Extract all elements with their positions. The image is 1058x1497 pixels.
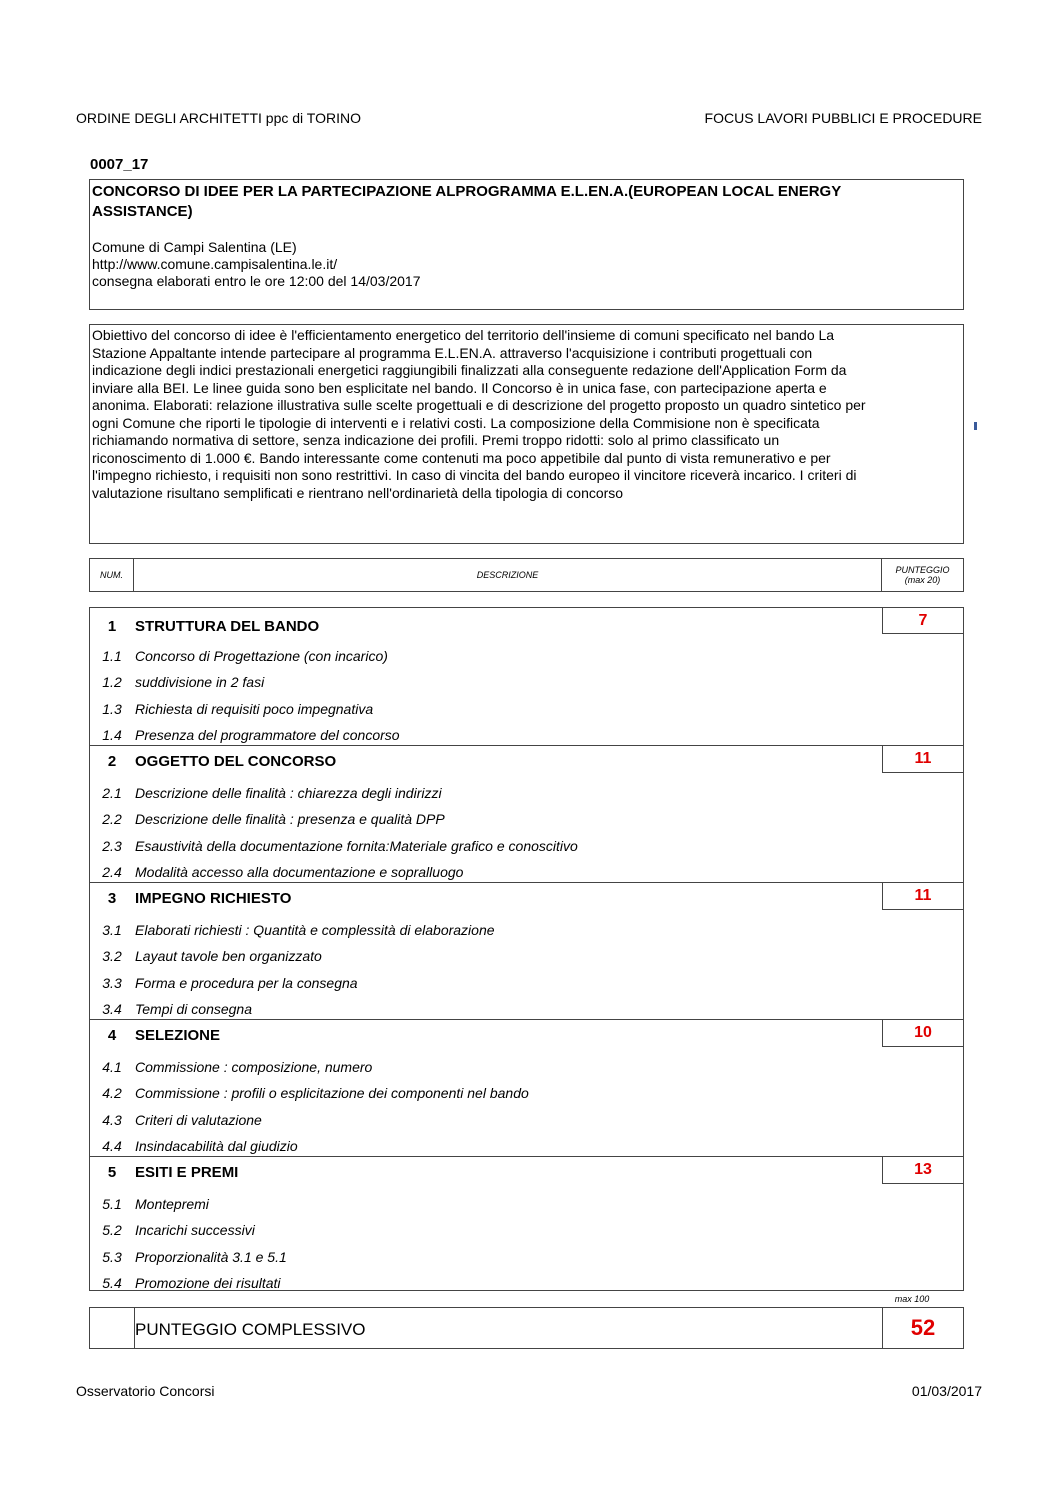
section-title: STRUTTURA DEL BANDO: [135, 618, 320, 635]
description-line: Obiettivo del concorso di idee è l'efficientamento energetico del territorio dell'insieme di comuni specificato nel bando La: [92, 327, 835, 343]
list-item: [90, 721, 963, 747]
list-item: [90, 1190, 963, 1216]
list-item: [90, 832, 963, 858]
description-line: riconoscimento di 1.000 €. Bando interessante come contenuti ma poco appetibile dal punto di vista remunerativo e per: [92, 449, 831, 466]
list-item: [90, 779, 963, 805]
list-item: [90, 1079, 963, 1105]
description-line: Stazione Appaltante intende partecipare al programma E.L.EN.A. attraverso l'acquisizione i contributi progettuali con: [92, 344, 813, 361]
total-row: [89, 1307, 964, 1349]
total-score: 52: [882, 1307, 964, 1349]
list-item: [90, 916, 963, 942]
total-label: PUNTEGGIO COMPLESSIVO: [135, 1320, 366, 1339]
section-row: [90, 882, 963, 910]
margin-marker: [974, 422, 977, 430]
item-text: Criteri di valutazione: [135, 1112, 262, 1128]
description-line: inviare alla BEI. Le linee guida sono ben esplicitate nel bando. Il Concorso è in unica fase, con partecipazione aperta e: [92, 379, 827, 396]
item-number: 1.1: [102, 648, 122, 664]
item-text: Commissione : composizione, numero: [135, 1059, 373, 1075]
section-number: 5: [107, 1164, 117, 1181]
item-number: 5.4: [102, 1275, 122, 1291]
item-text: Insindacabilità dal giudizio: [135, 1138, 298, 1154]
item-text: Richiesta di requisiti poco impegnativa: [135, 701, 374, 717]
item-number: 4.4: [102, 1138, 122, 1154]
item-number: 1.4: [102, 727, 122, 743]
list-item: [90, 668, 963, 694]
item-text: Descrizione delle finalità : presenza e qualità DPP: [135, 811, 445, 827]
section-row: [90, 1156, 963, 1184]
document-code: 0007_17: [90, 156, 149, 173]
footer-date: 01/03/2017: [911, 1383, 982, 1399]
item-text: Descrizione delle finalità : chiarezza degli indirizzi: [135, 785, 442, 801]
item-text: Forma e procedura per la consegna: [135, 975, 358, 991]
list-item: [90, 642, 963, 668]
list-item: [90, 969, 963, 995]
item-number: 5.3: [102, 1249, 122, 1265]
item-text: Layaut tavole ben organizzato: [135, 948, 322, 964]
section-title: IMPEGNO RICHIESTO: [135, 890, 292, 907]
section-score: 13: [882, 1156, 964, 1184]
item-text: Esaustività della documentazione fornita:Materiale grafico e conoscitivo: [135, 838, 578, 854]
title-line-2: ASSISTANCE): [92, 203, 193, 220]
section-number: 4: [107, 1027, 117, 1044]
item-text: Incarichi successivi: [135, 1222, 255, 1238]
item-number: 4.3: [102, 1112, 122, 1128]
item-number: 4.1: [102, 1059, 122, 1075]
column-score-max: (max 20): [904, 575, 941, 585]
section-title: SELEZIONE: [135, 1027, 221, 1044]
item-text: Presenza del programmatore del concorso: [135, 727, 400, 743]
list-item: [90, 995, 963, 1021]
column-header: [89, 558, 964, 592]
list-item: [90, 1216, 963, 1242]
section-row: [90, 1019, 963, 1047]
item-number: 3.2: [102, 948, 122, 964]
deadline-text: consegna elaborati entro le ore 12:00 del 14/03/2017: [92, 273, 421, 289]
header-left: ORDINE DEGLI ARCHITETTI ppc di TORINO: [76, 110, 361, 126]
description-box: [89, 324, 964, 544]
description-line: richiamando normativa di settore, senza indicazione dei profili. Premi troppo ridotti: solo al primo classificato un: [92, 432, 780, 448]
item-number: 2.2: [102, 811, 122, 827]
item-text: Proporzionalità 3.1 e 5.1: [135, 1249, 287, 1265]
item-number: 1.3: [102, 701, 122, 717]
scoring-table: [89, 607, 964, 1291]
item-number: 3.3: [102, 975, 122, 991]
item-number: 5.2: [102, 1222, 122, 1238]
section-title: ESITI E PREMI: [135, 1164, 239, 1181]
section-score: 11: [882, 745, 964, 773]
section-number: 2: [107, 753, 117, 770]
item-number: 2.1: [102, 785, 122, 801]
description-line: indicazione degli indici prestazionali energetici raggiungibili finalizzati alla conseguente redazione dell'Application Form da: [92, 362, 847, 378]
section-number: 1: [107, 618, 117, 635]
list-item: [90, 1243, 963, 1269]
item-number: 2.4: [102, 864, 122, 880]
footer-left: Osservatorio Concorsi: [76, 1383, 215, 1399]
item-number: 3.1: [102, 922, 122, 938]
list-item: [90, 1269, 963, 1295]
item-text: Montepremi: [135, 1196, 209, 1212]
item-text: Modalità accesso alla documentazione e sopralluogo: [135, 864, 464, 880]
item-text: suddivisione in 2 fasi: [135, 674, 265, 690]
description-line: l'impegno richiesto, i requisiti non sono restrittivi. In caso di vincita del bando europeo il vincitore riceverà incarico. I criteri di: [92, 467, 857, 483]
title-line-1: CONCORSO DI IDEE PER LA PARTECIPAZIONE ALPROGRAMMA E.L.EN.A.(EUROPEAN LOCAL ENERGY: [92, 183, 842, 200]
description-line: valutazione risultano semplificati e rientrano nell'ordinarietà della tipologia di concorso: [92, 484, 624, 501]
list-item: [90, 858, 963, 884]
column-num: NUM.: [90, 559, 134, 591]
item-text: Promozione dei risultati: [135, 1275, 281, 1291]
section-number: 3: [107, 890, 117, 907]
item-number: 3.4: [102, 1001, 122, 1017]
column-score: [882, 559, 963, 591]
list-item: [90, 942, 963, 968]
header-right: FOCUS LAVORI PUBBLICI E PROCEDURE: [704, 110, 982, 126]
column-description: DESCRIZIONE: [134, 559, 882, 591]
list-item: [90, 695, 963, 721]
section-row: [90, 611, 963, 639]
item-number: 5.1: [102, 1196, 122, 1212]
section-score: 7: [882, 607, 964, 634]
title-box: [89, 179, 964, 310]
column-score-label: PUNTEGGIO: [895, 565, 950, 575]
section-row: [90, 745, 963, 773]
entity-url: http://www.comune.campisalentina.le.it/: [92, 256, 338, 272]
section-title: OGGETTO DEL CONCORSO: [135, 753, 337, 770]
item-number: 1.2: [102, 674, 122, 690]
item-text: Tempi di consegna: [135, 1001, 253, 1017]
list-item: [90, 1053, 963, 1079]
list-item: [90, 1132, 963, 1158]
description-line: ogni Comune che riporti le tipologie di interventi e i relativi costi. La composizione della Commisione non è specificata: [92, 414, 820, 431]
entity-name: Comune di Campi Salentina (LE): [92, 239, 297, 255]
item-text: Commissione : profili o esplicitazione dei componenti nel bando: [135, 1085, 529, 1101]
section-score: 10: [882, 1019, 964, 1047]
item-number: 2.3: [102, 838, 122, 854]
item-number: 4.2: [102, 1085, 122, 1101]
item-text: Concorso di Progettazione (con incarico): [135, 648, 388, 664]
item-text: Elaborati richiesti : Quantità e complessità di elaborazione: [135, 922, 495, 938]
list-item: [90, 805, 963, 831]
max-score-label: max 100: [894, 1294, 930, 1304]
description-line: anonima. Elaborati: relazione illustrativa sulle scelte progettuali e di descrizione del progetto proposto un quadro sintetico per: [92, 397, 866, 413]
list-item: [90, 1106, 963, 1132]
section-score: 11: [882, 882, 964, 910]
